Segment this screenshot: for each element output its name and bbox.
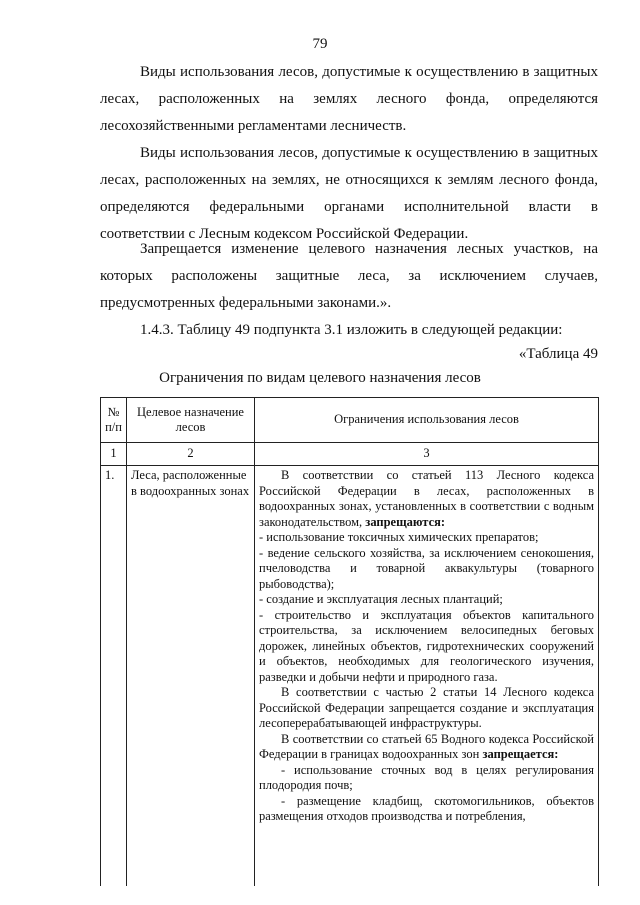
limits-table [100,397,599,886]
page-number: 79 [312,36,328,52]
row-number: 1. [101,466,127,886]
restriction-item: - использование сточных вод в целях регулирования плодородия почв; [259,762,594,792]
restriction-item: - использование токсичных химических препаратов; [259,530,539,544]
restriction-item: - ведение сельского хозяйства, за исключением сенокошения, пчеловодства и товарной аквакультуры (товарного рыбоводства); [259,545,594,591]
table-caption: Ограничения по видам целевого назначения лесов [159,370,481,386]
restriction-item: - размещение кладбищ, скотомогильников, объектов размещения отходов производства и потребления, [259,793,594,823]
header-restrictions: Ограничения использования лесов [255,398,599,443]
table-header-row [101,398,599,443]
header-purpose: Целевое назначение лесов [127,398,255,443]
paragraph-3: Запрещается изменение целевого назначения лесных участков, на которых расположены защитные леса, за исключением случаев, предусмотренных федеральными законами.». [100,241,598,311]
paragraph-4: 1.4.3. Таблицу 49 подпункта 3.1 изложить в следующей редакции: [140,322,563,338]
prohibited-label-2: запрещается: [482,747,559,761]
restriction-paragraph-2: В соответствии с частью 2 статьи 14 Лесного кодекса Российской Федерации запрещается создание и эксплуатация лесоперерабатывающей инфраструктуры. [259,685,594,730]
paragraph-1: Виды использования лесов, допустимые к осуществлению в защитных лесах, расположенных на землях лесного фонда, определяются лесохозяйственными регламентами лесничеств. [100,64,598,134]
prohibited-label-1: запрещаются: [365,514,446,529]
restriction-item: - создание и эксплуатация лесных плантаций; [259,592,503,606]
table-row [101,466,599,886]
column-number-row [101,443,599,466]
paragraph-2: Виды использования лесов, допустимые к осуществлению в защитных лесах, расположенных на землях, не относящихся к землям лесного фонда, определяются федеральными органами исполнительной власти в соответствии с Лесным кодексом Российской Федерации. [100,145,598,242]
restriction-item: - строительство и эксплуатация объектов капитального строительства, за исключением велосипедных беговых дорожек, линейных объектов, гидротехнических сооружений и объектов, необходимых для геологического изучения, разведки и добычи нефти и природного газа. [259,607,594,684]
column-number-2: 2 [127,443,255,466]
restriction-paragraph-3: В соответствии со статьей 65 Водного кодекса Российской Федерации в границах водоохранных зон запрещается: [259,731,594,761]
header-number: № п/п [101,398,127,443]
column-number-3: 3 [255,443,599,466]
row-purpose: Леса, расположенные в водоохранных зонах [127,466,255,886]
table-reference: «Таблица 49 [518,346,598,362]
restriction-paragraph-1: В соответствии со статьей 113 Лесного кодекса Российской Федерации в лесах, расположенных в водоохранных зонах, установленных в соответствии с водным законодательством, запрещаются: [259,468,594,529]
row-restrictions [255,466,599,886]
column-number-1: 1 [101,443,127,466]
